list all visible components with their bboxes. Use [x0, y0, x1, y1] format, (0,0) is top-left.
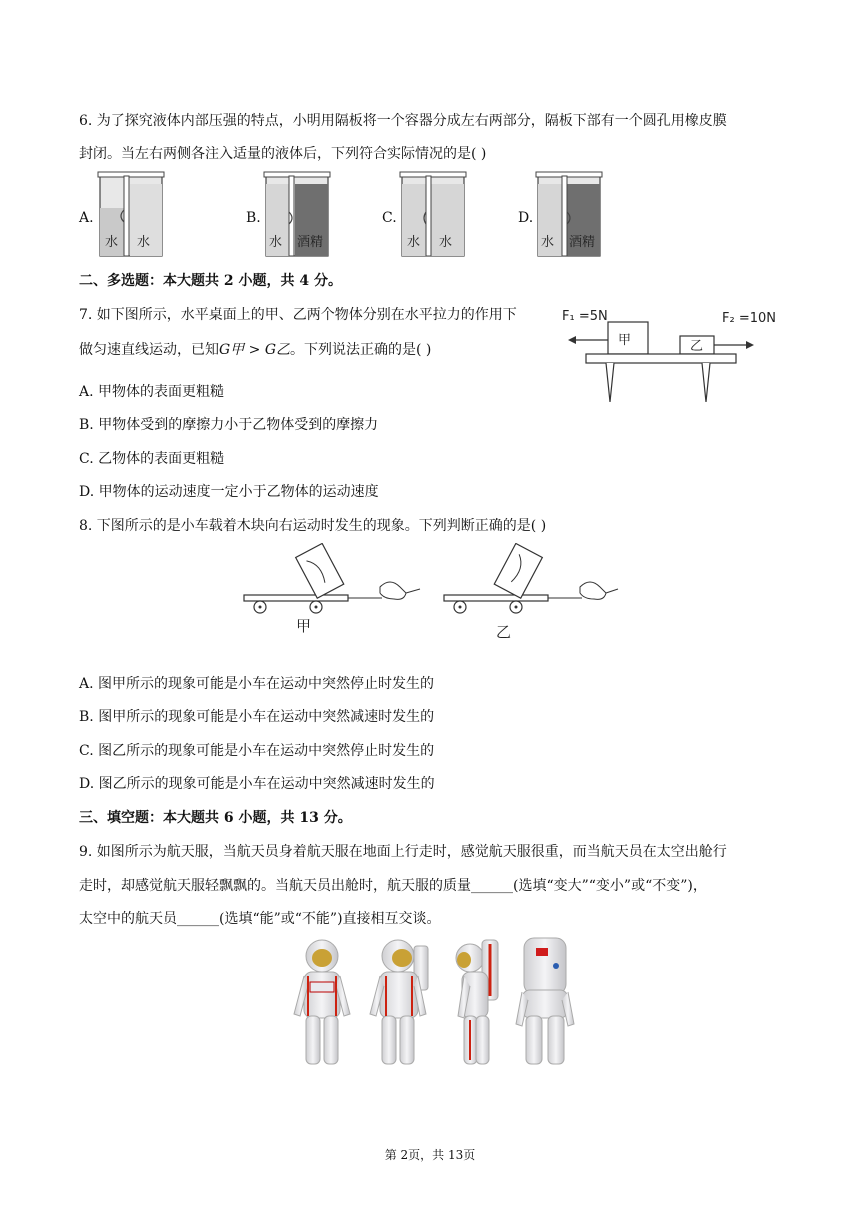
q8-cart-figure	[240, 543, 620, 643]
q7-force-f1-label: F₁ =5N	[562, 309, 608, 324]
spacesuit-front	[294, 940, 350, 1064]
q6-option-c-container-figure	[398, 170, 468, 258]
q7-stem-line2: 做匀速直线运动，已知G甲 > G乙。下列说法正确的是( )	[79, 342, 432, 358]
q7-stem-line1: 7. 如下图所示，水平桌面上的甲、乙两个物体分别在水平拉力的作用下	[79, 307, 517, 323]
q6-option-d-letter[interactable]: D.	[518, 210, 534, 226]
q6-c-right-liquid: 水	[439, 235, 453, 250]
q6-c-left-liquid: 水	[407, 235, 421, 250]
spacesuit-side	[456, 940, 498, 1064]
q6-stem-line2: 封闭。当左右两侧各注入适量的液体后，下列符合实际情况的是( )	[79, 146, 487, 162]
q8-figure-yi-label: 乙	[496, 623, 512, 641]
q8-option-a[interactable]: A. 图甲所示的现象可能是小车在运动中突然停止时发生的	[79, 676, 435, 692]
q8-option-d[interactable]: D. 图乙所示的现象可能是小车在运动中突然减速时发生的	[79, 776, 435, 792]
q6-option-c-letter[interactable]: C.	[382, 210, 397, 226]
q8-figure-jia-label: 甲	[296, 617, 312, 635]
q7-block-yi: 乙	[690, 339, 704, 354]
section-fill-in-heading: 三、填空题：本大题共 6 小题，共 13 分。	[79, 810, 352, 826]
spacesuit-angled	[370, 940, 428, 1064]
q6-option-b-letter[interactable]: B.	[246, 210, 261, 226]
q9-stem-line3: 太空中的航天员______(选填“能”或“不能”)直接相互交谈。	[79, 911, 441, 927]
section-multiple-choice-heading: 二、多选题：本大题共 2 小题，共 4 分。	[79, 273, 342, 289]
q6-option-a-letter[interactable]: A.	[79, 210, 94, 226]
spacesuit-back	[516, 938, 574, 1064]
q6-stem-line1: 6. 为了探究液体内部压强的特点，小明用隔板将一个容器分成左右两部分，隔板下部有一个圆孔用橡皮膜	[79, 113, 727, 129]
q6-d-right-liquid: 酒精	[569, 235, 596, 250]
q9-stem-line2: 走时，却感觉航天服轻飘飘的。当航天员出舱时，航天服的质量______(选填“变大”“变小”或“不变”)，	[79, 878, 707, 894]
q6-a-left-liquid: 水	[105, 235, 119, 250]
q6-b-right-liquid: 酒精	[297, 235, 324, 250]
q7-option-b[interactable]: B. 甲物体受到的摩擦力小于乙物体受到的摩擦力	[79, 417, 379, 433]
q7-table-figure	[556, 302, 782, 408]
q9-stem-line1: 9. 如图所示为航天服，当航天员身着航天服在地面上行走时，感觉航天服很重，而当航天员在太空出舱行	[79, 844, 727, 860]
q7-formula: G甲 > G乙	[219, 342, 290, 358]
q6-a-right-liquid: 水	[137, 235, 151, 250]
q6-d-left-liquid: 水	[541, 235, 555, 250]
q8-option-b[interactable]: B. 图甲所示的现象可能是小车在运动中突然减速时发生的	[79, 709, 435, 725]
q7-force-f2-label: F₂ =10N	[722, 311, 776, 326]
q7-block-jia: 甲	[618, 333, 632, 348]
q9-spacesuit-figure	[286, 936, 582, 1072]
q6-b-left-liquid: 水	[269, 235, 283, 250]
q7-option-d[interactable]: D. 甲物体的运动速度一定小于乙物体的运动速度	[79, 484, 379, 500]
page-number-footer: 第 2页，共 13页	[384, 1148, 476, 1162]
q7-option-a[interactable]: A. 甲物体的表面更粗糙	[79, 384, 225, 400]
q8-stem: 8. 下图所示的是小车载着木块向右运动时发生的现象。下列判断正确的是( )	[79, 518, 547, 534]
q6-option-b-container-figure	[262, 170, 332, 258]
q6-option-a-container-figure	[96, 170, 166, 258]
q6-option-d-container-figure	[534, 170, 604, 258]
q8-option-c[interactable]: C. 图乙所示的现象可能是小车在运动中突然停止时发生的	[79, 743, 435, 759]
q7-option-c[interactable]: C. 乙物体的表面更粗糙	[79, 451, 225, 467]
